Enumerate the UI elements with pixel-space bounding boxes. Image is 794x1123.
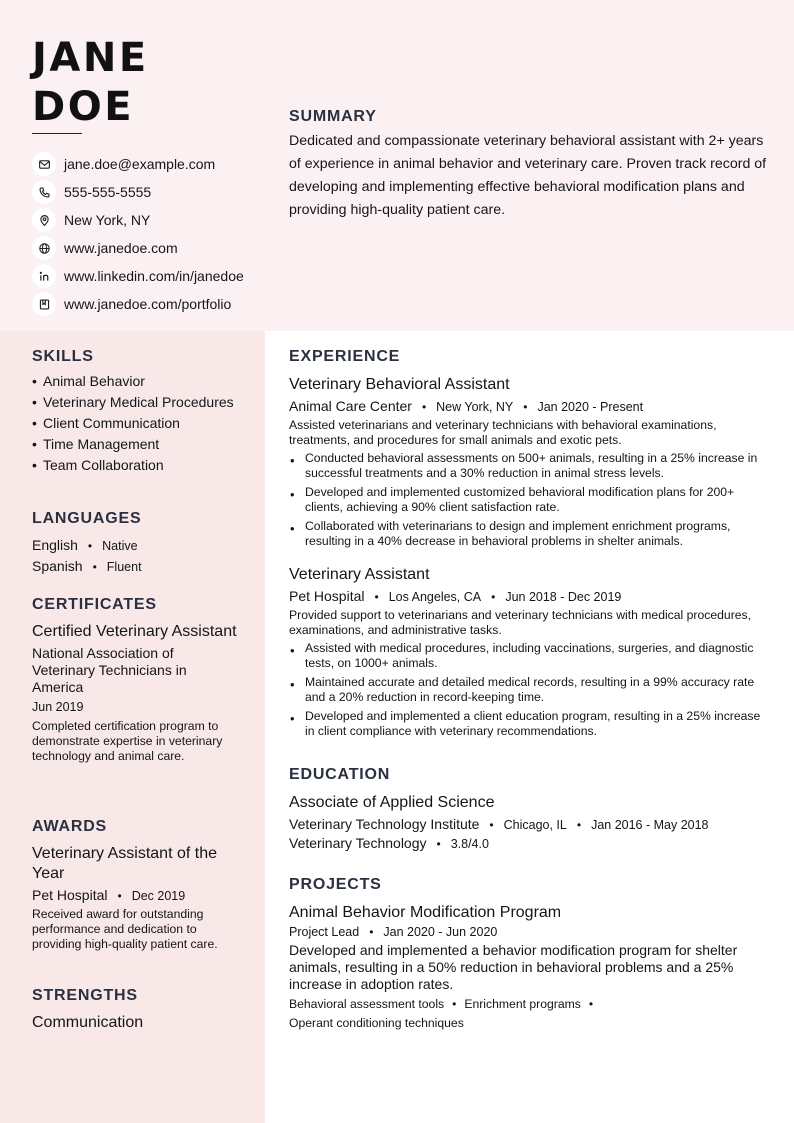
location-icon [32,208,56,232]
contact-linkedin-text: www.linkedin.com/in/janedoe [64,268,244,284]
education-field: Veterinary Technology [289,835,427,851]
separator-dot: • [576,818,582,832]
education-gpa: 3.8/4.0 [450,837,489,851]
education-dates: Jan 2016 - May 2018 [591,818,709,832]
separator-dot: • [117,889,122,903]
education-meta [289,816,767,832]
language-level: Native [102,539,138,553]
job-company: Pet Hospital [289,588,365,604]
certificate-name: Certified Veterinary Assistant [32,623,237,640]
list-item: • Animal Behavior [32,373,240,390]
list-item: • Collaborated with veterinarians to design and implement enrichment programs, resulting in a 40% decrease in behavioral problems in shelter animals. [289,519,767,549]
contact-linkedin[interactable] [32,262,272,290]
language-entry [32,558,240,575]
contact-phone[interactable] [32,178,272,206]
job-entry [289,565,767,739]
job-location: Los Angeles, CA [388,590,482,604]
summary-title: SUMMARY [289,108,377,125]
skills-title: SKILLS [32,348,94,365]
languages-title: LANGUAGES [32,510,142,527]
experience-title: EXPERIENCE [289,348,401,365]
awards-section [32,818,240,952]
separator-dot: • [489,818,494,832]
project-dates: Jan 2020 - Jun 2020 [383,925,498,939]
separator-dot: • [369,925,374,939]
candidate-name [32,34,149,132]
list-item: • Developed and implemented customized behavioral modification plans for 200+ clients, achieving a 90% client satisfaction rate. [289,485,767,515]
projects-title: PROJECTS [289,876,382,893]
summary-section [289,108,769,222]
portfolio-icon [32,292,56,316]
job-meta [289,398,767,414]
project-tag: Behavioral assessment tools [289,997,445,1011]
job-description: Provided support to veterinarians and veterinary technicians with medical procedures, examinations, and administrative tasks. [289,608,752,637]
last-name: DOE [32,84,135,130]
education-title: EDUCATION [289,766,391,783]
award-name: Veterinary Assistant of the Year [32,845,217,882]
separator-dot: • [452,997,457,1011]
education-location: Chicago, IL [503,818,567,832]
award-date: Dec 2019 [131,889,186,903]
separator-dot: • [436,837,441,851]
list-item: • Conducted behavioral assessments on 500+ animals, resulting in a 25% increase in successful treatments and a 30% reduction in animal stress levels. [289,451,767,481]
mail-icon [32,152,56,176]
certificate-issuer: National Association of Veterinary Technicians in America [32,645,187,695]
job-meta [289,588,767,604]
separator-dot: • [421,400,427,414]
skills-list [32,373,240,474]
contact-website-text: www.janedoe.com [64,240,178,256]
summary-text: Dedicated and compassionate veterinary behavioral assistant with 2+ years of experience in animal behavior and veterinary care. Proven track record of developing and implementing effective behavioral modification plans and providing high-quality patient care. [289,133,767,218]
project-meta [289,925,767,939]
language-entry [32,537,240,554]
strengths-section [32,987,240,1032]
certificates-section [32,596,240,764]
education-school: Veterinary Technology Institute [289,816,480,832]
linkedin-icon [32,264,56,288]
project-tag: Operant conditioning techniques [289,1016,464,1030]
language-name: English [32,537,78,553]
job-title: Veterinary Assistant [289,566,430,583]
contact-phone-text: 555-555-5555 [64,184,152,200]
contact-list [32,150,272,318]
award-meta [32,887,240,903]
certificate-date: Jun 2019 [32,700,84,714]
experience-section [289,348,767,743]
separator-dot: • [92,560,97,574]
award-description: Received award for outstanding performance and dedication to providing high-quality patient care. [32,907,218,951]
job-dates: Jun 2018 - Dec 2019 [505,590,622,604]
job-dates: Jan 2020 - Present [537,400,644,414]
job-title: Veterinary Behavioral Assistant [289,376,510,393]
contact-email-text: jane.doe@example.com [64,156,216,172]
job-company: Animal Care Center [289,398,412,414]
contact-portfolio[interactable] [32,290,272,318]
separator-dot: • [491,590,496,604]
separator-dot: • [588,997,594,1011]
job-bullets [289,641,767,739]
projects-section [289,876,767,1033]
certificate-description: Completed certification program to demonstrate expertise in veterinary technology and animal care. [32,719,223,763]
languages-section [32,510,240,575]
first-name: JANE [32,35,149,81]
contact-location [32,206,272,234]
list-item: • Developed and implemented a client education program, resulting in a 25% increase in client compliance with veterinary recommendations. [289,709,767,739]
list-item: • Team Collaboration [32,457,240,474]
awards-title: AWARDS [32,818,108,835]
project-tag: Enrichment programs [464,997,581,1011]
contact-location-text: New York, NY [64,212,151,228]
education-degree: Associate of Applied Science [289,794,495,811]
job-bullets [289,451,767,549]
separator-dot: • [523,400,528,414]
list-item: • Time Management [32,436,240,453]
language-level: Fluent [106,560,142,574]
project-name: Animal Behavior Modification Program [289,904,562,921]
skills-section [32,348,240,478]
list-item: • Client Communication [32,415,240,432]
project-tags [289,995,767,1033]
project-description: Developed and implemented a behavior modification program for shelter animals, resulting in a 50% reduction in behavioral problems and a 25% increase in adoption rates. [289,942,738,992]
list-item: • Assisted with medical procedures, including vaccinations, surgeries, and diagnostic tests, on 1000+ animals. [289,641,767,671]
separator-dot: • [374,590,379,604]
project-role: Project Lead [289,925,360,939]
language-name: Spanish [32,558,83,574]
list-item: • Maintained accurate and detailed medical records, resulting in a 99% accuracy rate and a 20% reduction in record-keeping time. [289,675,767,705]
job-entry [289,375,767,549]
separator-dot: • [87,539,93,553]
job-description: Assisted veterinarians and veterinary technicians with behavioral examinations, treatments, and procedures for small animals and exotic pets. [289,418,717,447]
name-divider [32,133,82,134]
contact-portfolio-text: www.janedoe.com/portfolio [64,296,232,312]
certificates-title: CERTIFICATES [32,596,157,613]
education-field-row [289,835,767,851]
strength-item: Communication [32,1014,144,1031]
job-location: New York, NY [436,400,514,414]
contact-website[interactable] [32,234,272,262]
contact-email[interactable] [32,150,272,178]
globe-icon [32,236,56,260]
award-issuer: Pet Hospital [32,887,108,903]
strengths-title: STRENGTHS [32,987,138,1004]
education-section [289,766,767,851]
phone-icon [32,180,56,204]
list-item: • Veterinary Medical Procedures [32,394,240,411]
